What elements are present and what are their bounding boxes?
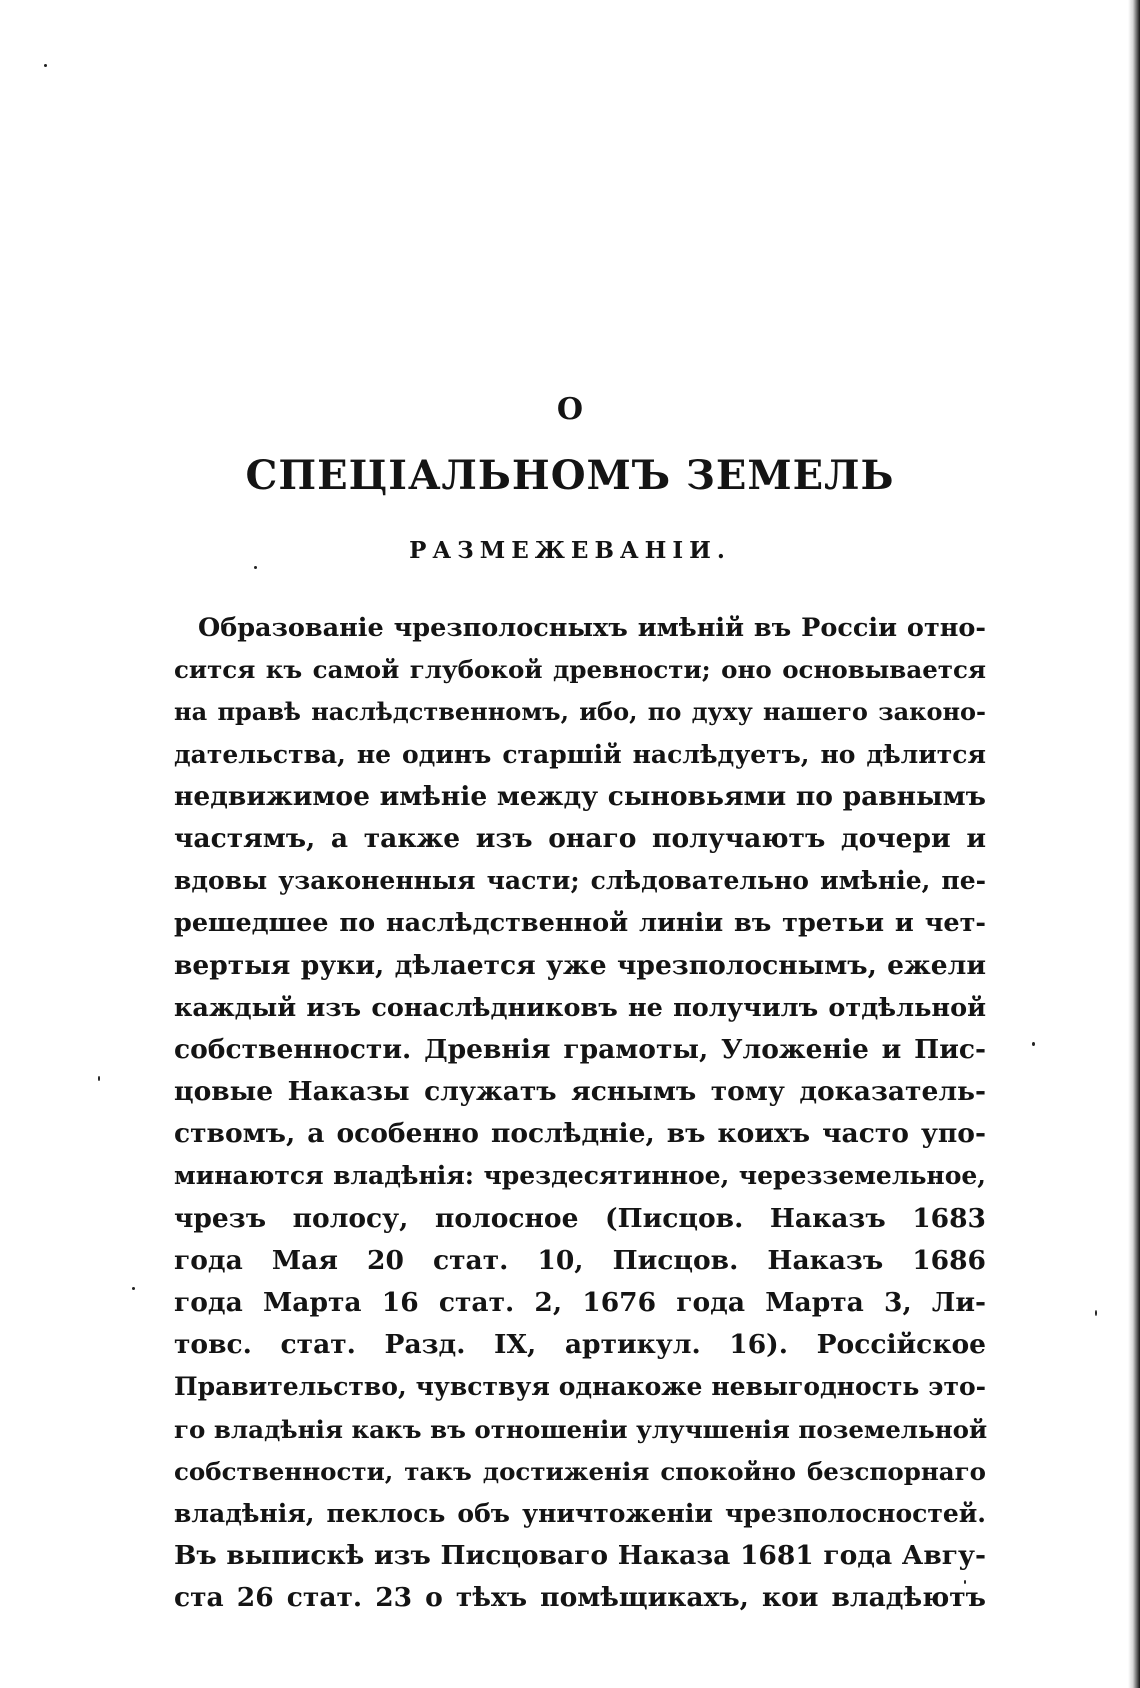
body-paragraph xyxy=(174,607,986,1620)
text-line: цовые Наказы служатъ яснымъ тому доказатель- xyxy=(174,1076,986,1108)
text-line: вдовы узаконенныя части; слѣдовательно имѣніе, пе- xyxy=(174,866,986,896)
scan-speck xyxy=(132,1287,135,1290)
text-line: товс. стат. Разд. IX, артикул. 16). Россійское xyxy=(174,1329,986,1361)
text-line: собственности, такъ достиженія спокойно безспорнаго xyxy=(174,1456,986,1486)
text-line: го владѣнія какъ въ отношеніи улучшенія поземельной xyxy=(174,1414,988,1444)
text-line: собственности. Древнія грамоты, Уложеніе и Пис- xyxy=(174,1033,986,1065)
text-line: частямъ, а также изъ онаго получаютъ дочери и xyxy=(174,822,986,854)
text-line: на правѣ наслѣдственномъ, ибо, по духу нашего законо- xyxy=(174,697,986,727)
text-line: Въ выпискѣ изъ Писцоваго Наказа 1681 года Авгу- xyxy=(174,1540,986,1572)
scan-edge-shadow xyxy=(1128,0,1140,1688)
text-line: каждый изъ сонаслѣдниковъ не получилъ отдѣльной xyxy=(174,992,986,1023)
scan-speck xyxy=(44,64,47,67)
text-line: ста 26 стат. 23 о тѣхъ помѣщикахъ, кои владѣютъ xyxy=(174,1582,986,1614)
scan-speck xyxy=(254,566,257,569)
page-subtitle: РАЗМЕЖЕВАНІИ. xyxy=(409,537,731,564)
text-line: дательства, не одинъ старшій наслѣдуетъ, но дѣлится xyxy=(174,739,986,769)
text-line: решедшее по наслѣдственной линіи въ третьи и чет- xyxy=(174,908,986,939)
heading-preposition: О xyxy=(556,392,584,427)
text-line: минаются владѣнія: чрездесятинное, черезземельное, xyxy=(174,1161,986,1191)
text-line: ствомъ, а особенно послѣдніе, въ коихъ часто упо- xyxy=(174,1118,986,1150)
text-line: вертыя руки, дѣлается уже чрезполоснымъ, ежели xyxy=(174,949,986,981)
text-line: сится къ самой глубокой древности; оно основывается xyxy=(174,655,986,685)
page-title: СПЕЦІАЛЬНОМЪ ЗЕМЕЛЬ xyxy=(245,452,895,499)
text-line: Образованіе чрезполосныхъ имѣній въ Россіи отно- xyxy=(198,613,986,643)
text-line: Правительство, чувствуя однакоже невыгодность это- xyxy=(174,1372,986,1402)
scan-speck xyxy=(98,1076,100,1081)
text-line: чрезъ полосу, полосное (Писцов. Наказъ 1683 xyxy=(174,1202,986,1234)
text-line: владѣнія, пеклось объ уничтоженіи чрезполосностей. xyxy=(174,1498,986,1528)
text-line: года Марта 16 стат. 2, 1676 года Марта 3, Ли- xyxy=(174,1287,986,1318)
scan-speck xyxy=(1032,1042,1035,1046)
scan-speck xyxy=(1095,1310,1097,1316)
text-line: года Мая 20 стат. 10, Писцов. Наказъ 1686 xyxy=(174,1244,986,1276)
text-line: недвижимое имѣніе между сыновьями по равнымъ xyxy=(174,780,986,812)
